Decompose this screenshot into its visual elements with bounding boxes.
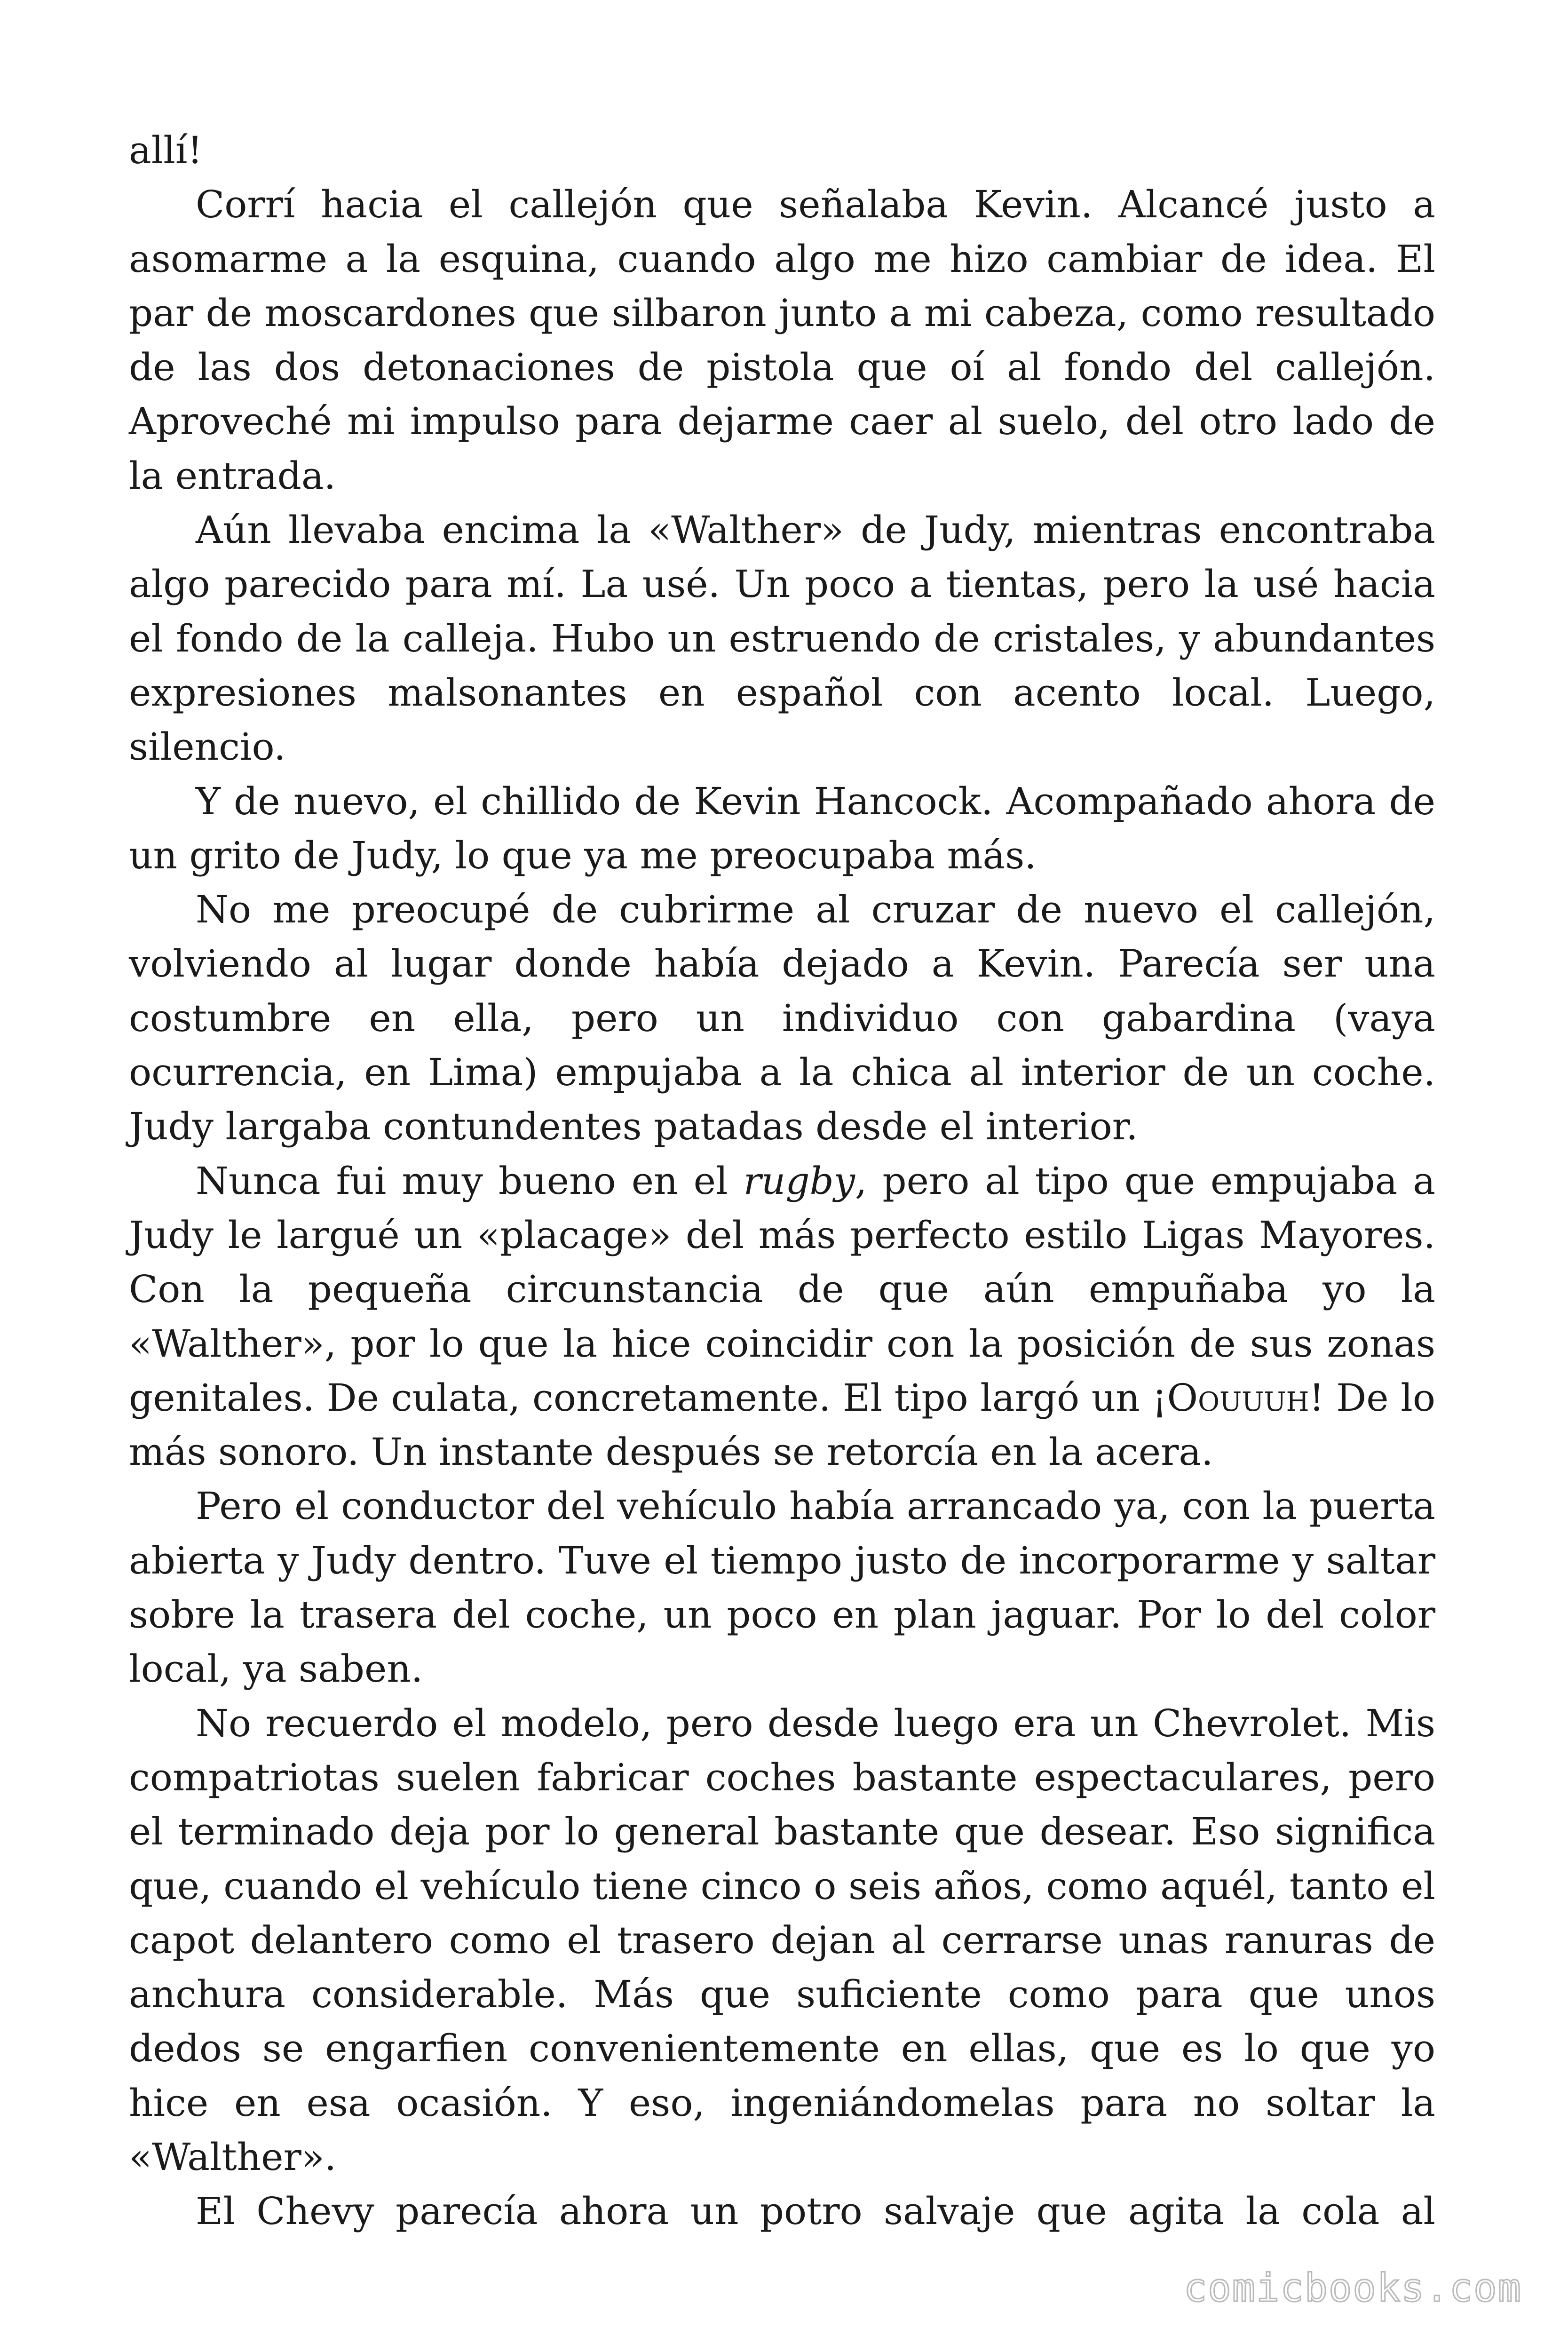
paragraph-6-end: ! De lo más sonoro. Un instante después se retorcía en la acera. [129, 1375, 1435, 1474]
paragraph-6-start: Nunca fui muy bueno en el [196, 1159, 744, 1203]
paragraph-6 [129, 1154, 1435, 1479]
body-text [129, 123, 1435, 2239]
paragraph-9: El Chevy parecía ahora un potro salvaje que agita la cola al [196, 2189, 1435, 2233]
paragraph-2: Corrí hacia el callejón que señalaba Kevin. Alcancé justo a asomarme a la esquina, cuando algo me hizo cambiar de idea. El par de moscardones que silbaron junto a mi cabeza, como resultado de las dos detonaciones de pistola que oí al fondo del callejón. Aproveché mi impulso para dejarme caer al suelo, del otro lado de la entrada. [129, 183, 1435, 498]
paragraph-5: No me preocupé de cubrirme al cruzar de nuevo el callejón, volviendo al lugar donde había dejado a Kevin. Parecía ser una costumbre en ella, pero un individuo con gabardina (vaya ocurrencia, en Lima) empujaba a la chica al interior de un coche. Judy largaba contundentes patadas desde el interior. [129, 888, 1435, 1149]
site-watermark: comicbooks.com [1183, 2266, 1522, 2311]
paragraph-7: Pero el conductor del vehículo había arrancado ya, con la puerta abierta y Judy dentro. Tuve el tiempo justo de incorporarme y saltar sobre la trasera del coche, un poco en plan jaguar. Por lo del color local, ya saben. [129, 1484, 1435, 1691]
paragraph-8: No recuerdo el modelo, pero desde luego era un Chevrolet. Mis compatriotas suelen fabricar coches bastante espectaculares, pero el terminado deja por lo general bastante que desear. Eso significa que, cuando el vehículo tiene cinco o seis años, como aquél, tanto el capot delantero como el trasero dejan al cerrarse unas ranuras de anchura considerable. Más que suficiente como para que unos dedos se engarfien convenientemente en ellas, que es lo que yo hice en esa ocasión. Y eso, ingeniándomelas para no soltar la «Walther». [129, 1701, 1435, 2179]
italic-term: rugby [743, 1159, 855, 1203]
paragraph-4: Y de nuevo, el chillido de Kevin Hancock. Acompañado ahora de un grito de Judy, lo que ya me preocupaba más. [129, 779, 1435, 877]
paragraph-3: Aún llevaba encima la «Walther» de Judy, mientras encontraba algo parecido para mí. La usé. Un poco a tientas, pero la usé hacia el fondo de la calleja. Hubo un estruendo de cristales, y abundantes expresiones malsonantes en español con acento local. Luego, silencio. [129, 508, 1435, 769]
paragraph-6-middle: , pero al tipo que empujaba a Judy le largué un «placage» del más perfecto estilo Ligas Mayores. Con la pequeña circunstancia de que aún empuñaba yo la «Walther», por lo que la hice coincidir con la posición de sus zonas genitales. De culata, concretamente. El tipo largó un ¡ [129, 1159, 1435, 1420]
exclamation-smallcaps: Oouuuh [1167, 1375, 1309, 1420]
paragraph-1: allí! [129, 128, 203, 172]
